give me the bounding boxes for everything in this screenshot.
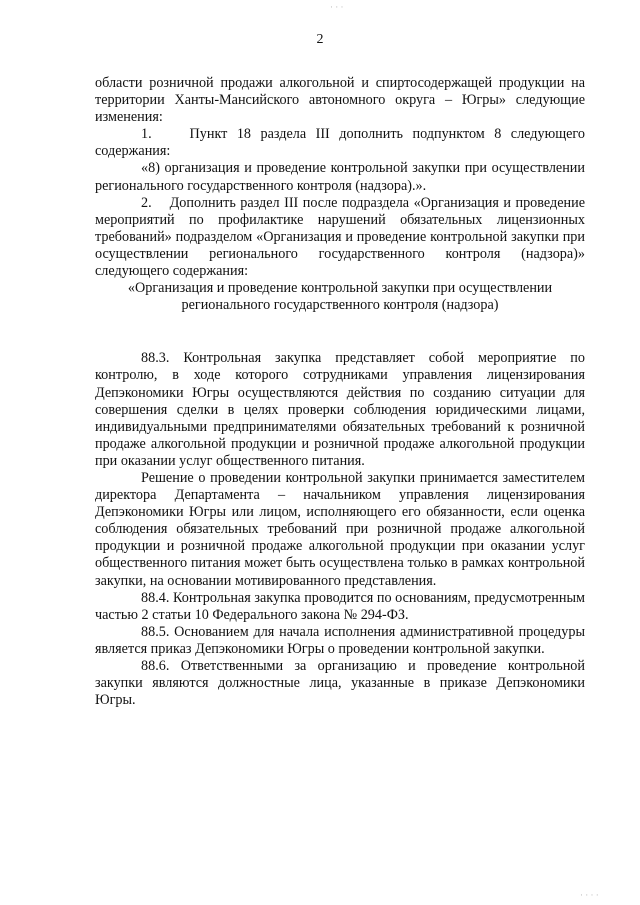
clause-88-3-paragraph: 88.3. Контрольная закупка представляет собой мероприятие по контролю, в ходе которого сотрудниками управления лицензирования Депэкономики Югры осуществляются действия по созданию ситуации для совершения сделки в целях проверки соблюдения юридическими лицами, индивидуальными предпринимателями обязательных требований к розничной продаже алкогольной продукции и розничной продаже алкогольной продукции при оказании услуг общественного питания. xyxy=(95,350,585,469)
clause-88-6-paragraph: 88.6. Ответственными за организацию и проведение контрольной закупки являются должностные лица, указанные в приказе Депэкономики Югры. xyxy=(95,658,585,709)
item-1-paragraph: 1. Пункт 18 раздела III дополнить подпунктом 8 следующего содержания: xyxy=(95,126,585,160)
item-2-paragraph: 2. Дополнить раздел III после подраздела «Организация и проведение мероприятий по профилактике нарушений обязательных лицензионных требований» подразделом «Организация и проведение контрольной закупки при осуществлении регионального государственного контроля (надзора)» следующего содержания: xyxy=(95,194,585,280)
decision-paragraph: Решение о проведении контрольной закупки принимается заместителем директора Департамента – начальником управления лицензирования Депэкономики Югры или лицом, исполняющего его обязанности, если оценка соблюдения обязательных требований при розничной продаже алкогольной продукции и розничной продаже алкогольной продукции при оказании услуг общественного питания может быть осуществлена только в рамках контрольной закупки, на основании мотивированного представления. xyxy=(95,469,585,589)
document-body xyxy=(95,75,585,709)
page-number: 2 xyxy=(316,32,324,47)
scan-artifact-top: · · · xyxy=(330,2,344,12)
section-gap xyxy=(95,314,585,350)
clause-88-4-paragraph: 88.4. Контрольная закупка проводится по основаниям, предусмотренным частью 2 статьи 10 Федерального закона № 294-ФЗ. xyxy=(95,589,585,623)
subsection-heading: «Организация и проведение контрольной закупки при осуществлении регионального государственного контроля (надзора) xyxy=(127,280,553,314)
scan-artifact-bottom: · · · · xyxy=(580,890,599,900)
item-1-quote-paragraph: «8) организация и проведение контрольной закупки при осуществлении регионального государственного контроля (надзора).». xyxy=(95,160,585,194)
intro-paragraph: области розничной продажи алкогольной и спиртосодержащей продукции на территории Ханты-Мансийского автономного округа – Югры» следующие изменения: xyxy=(95,75,585,126)
clause-88-5-paragraph: 88.5. Основанием для начала исполнения административной процедуры является приказ Депэкономики Югры о проведении контрольной закупки. xyxy=(95,623,585,657)
